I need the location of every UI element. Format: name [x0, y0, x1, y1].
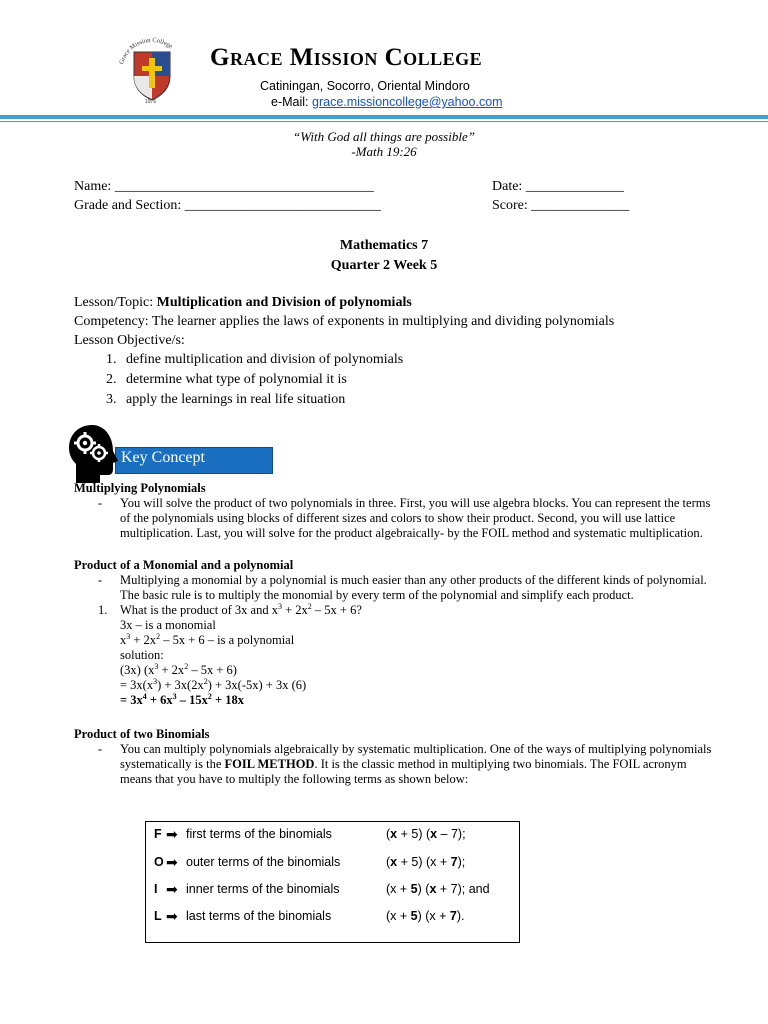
question-number: 1.: [98, 603, 108, 617]
objectives-label: Lesson Objective/s:: [74, 333, 185, 348]
right-arrow-icon: ➡: [166, 854, 178, 870]
school-logo: [112, 36, 192, 104]
foil-description: last terms of the binomials: [186, 909, 332, 923]
grade-section-field[interactable]: Grade and Section: ____________________________: [74, 198, 381, 213]
foil-expression: (x + 5) (x – 7);: [386, 827, 466, 841]
foil-row: [154, 882, 514, 902]
competency: Competency: The learner applies the laws of exponents in multiplying and dividing polynomials: [74, 314, 615, 329]
date-field[interactable]: Date: ______________: [492, 179, 624, 194]
head-gears-icon: [66, 423, 124, 490]
score-field[interactable]: Score: ______________: [492, 198, 630, 213]
foil-description: inner terms of the binomials: [186, 882, 340, 896]
foil-expression: (x + 5) (x + 7);: [386, 855, 466, 869]
objectives-list: [74, 350, 754, 410]
quarter-week: Quarter 2 Week 5: [330, 258, 438, 273]
dash-bullet: -: [98, 573, 103, 587]
right-arrow-icon: ➡: [166, 826, 178, 842]
dash-bullet: -: [98, 496, 103, 510]
foil-expression: (x + 5) (x + 7).: [386, 909, 465, 923]
lesson-topic: [74, 293, 754, 312]
section-heading: Multiplying Polynomials: [74, 481, 206, 495]
name-field[interactable]: Name: _____________________________________: [74, 179, 374, 194]
objective-item: 3. apply the learnings in real life situation: [120, 390, 754, 410]
school-address: Catiningan, Socorro, Oriental Mindoro: [260, 79, 470, 93]
foil-method-bold: FOIL METHOD: [224, 757, 315, 771]
foil-letter: L: [154, 909, 162, 923]
course-title: Mathematics 7: [339, 238, 429, 253]
monomial-line: 3x – is a monomial: [120, 618, 216, 632]
solution-label: solution:: [120, 648, 164, 662]
header-rule: [0, 115, 768, 119]
example-question: [74, 603, 714, 618]
foil-row: [154, 909, 514, 929]
logo-year: 1976: [145, 99, 157, 104]
section-paragraph: [74, 573, 714, 603]
polynomial-line: $x^3 + 2x^2 - 5x + 6$ – is a polynomial: [120, 631, 295, 647]
paragraph-text: You can multiply polynomials algebraically by systematic multiplication. One of the ways of multiplying polynomials systematically is the FOIL METHOD. It is the classic method in multiplying two binomials. The FOIL acronym means that you have to multiply the following terms as shown below:: [120, 742, 712, 786]
header-rule-thin: [0, 121, 768, 122]
lesson-info: [74, 293, 754, 410]
email-label: e-Mail:: [271, 95, 309, 109]
lesson-topic-label: Lesson/Topic:: [74, 295, 154, 310]
school-name: Grace Mission College: [210, 44, 483, 71]
paragraph-text: Multiplying a monomial by a polynomial is much easier than any other products of the different kinds of polynomial. The basic rule is to multiply the monomial by every term of the polynomial and simplify each product.: [120, 573, 707, 602]
section-two-binomials: [74, 727, 714, 787]
foil-description: outer terms of the binomials: [186, 855, 341, 869]
objective-item: 2. determine what type of polynomial it is: [120, 370, 754, 390]
foil-letter: O: [154, 855, 164, 869]
key-concept-title: Key Concept: [121, 449, 205, 466]
example-work: [74, 618, 714, 708]
section-multiplying: [74, 481, 714, 541]
section-paragraph: [74, 742, 714, 787]
foil-row: [154, 827, 514, 847]
solution-step-1: (3x) $(x^3 + 2x^2 - 5x + 6)$: [120, 661, 237, 677]
foil-letter: F: [154, 827, 162, 841]
lesson-topic-value: Multiplication and Division of polynomials: [156, 295, 412, 310]
solution-step-2: = $3x(x^3) + 3x(2x^2) + 3x(-5x) + 3x$ (6): [120, 676, 307, 692]
paragraph-text: You will solve the product of two polynomials in three. First, you will use algebra blocks. You can represent the terms of the polynomials using blocks of different sizes and colors to show their product. Second, you will use lattice multiplication. Last, you will solve for the product algebraically- by the FOIL method and systematic multiplication.: [120, 496, 711, 540]
right-arrow-icon: ➡: [166, 908, 178, 924]
quote-source: -Math 19:26: [351, 144, 417, 159]
foil-table: [145, 821, 520, 943]
email-link[interactable]: grace.missioncollege@yahoo.com: [312, 95, 503, 109]
objective-item: 1. define multiplication and division of polynomials: [120, 350, 754, 370]
section-heading: Product of two Binomials: [74, 727, 210, 741]
foil-letter: I: [154, 882, 158, 896]
foil-description: first terms of the binomials: [186, 827, 332, 841]
right-arrow-icon: ➡: [166, 881, 178, 897]
quote-block: [0, 129, 768, 159]
dash-bullet: -: [98, 742, 103, 756]
section-heading: Product of a Monomial and a polynomial: [74, 558, 294, 572]
foil-expression: (x + 5) (x + 7); and: [386, 882, 490, 896]
quote-text: “With God all things are possible”: [293, 129, 475, 144]
subject-block: [0, 236, 768, 276]
logo-text: Grace Mission College: [118, 36, 174, 66]
email-line: [271, 95, 503, 109]
section-paragraph: [74, 496, 714, 541]
solution-answer: = $3x^4 + 6x^3 - 15x^2 + 18x$: [120, 691, 244, 707]
foil-row: [154, 855, 514, 875]
section-monomial-polynomial: [74, 558, 714, 708]
question-text: What is the product of 3x and $x^3 + 2x^2 - 5x + 6$?: [120, 601, 362, 617]
